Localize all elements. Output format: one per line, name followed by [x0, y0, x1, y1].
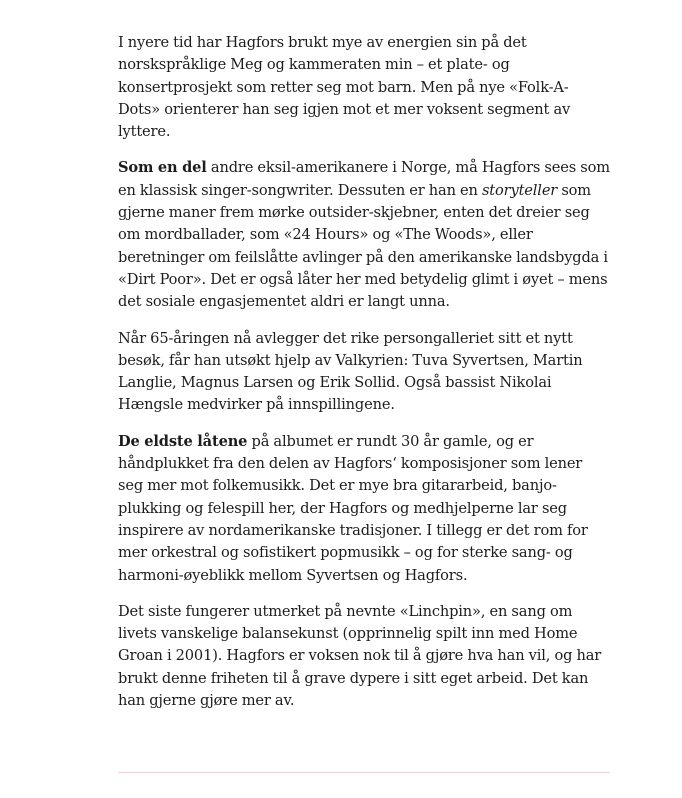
article-end-divider	[118, 772, 610, 773]
paragraph-lead: De eldste låtene	[118, 432, 248, 450]
paragraph-lead: Som en del	[118, 159, 207, 177]
article-body	[118, 32, 610, 726]
paragraph-4	[118, 431, 610, 587]
paragraph-1	[118, 32, 610, 143]
paragraph-text: på albumet er rundt 30 år gamle, og er håndplukket fra den delen av Hagfors‘ komposisjoner som lener seg mer mot folkemusikk. Det er mye bra gitararbeid, banjo-plukking og felespill her, der Hagfors og medhjelperne lar seg inspirere av nordamerikanske tradisjoner. I tillegg er det rom for mer orkestral og sofistikert popmusikk – og for sterke sang- og harmoni-øyeblikk mellom Syvertsen og Hagfors.	[118, 432, 588, 584]
paragraph-text: Det siste fungerer utmerket på nevnte «Linchpin», en sang om livets vanskelige balansekunst (opprinnelig spilt inn med Home Groan i 2001). Hagfors er voksen nok til å gjøre hva han vil, og har brukt denne friheten til å grave dypere i sitt eget arbeid. Det kan han gjerne gjøre mer av.	[118, 602, 602, 710]
paragraph-2	[118, 157, 610, 313]
paragraph-text: som gjerne maner frem mørke outsider-skjebner, enten det dreier seg om mordballader, som «24 Hours» og «The Woods», eller beretninger om feilslåtte avlinger på den amerikanske landsbygda i «Dirt Poor». Det er også låter her med betydelig glimt i øyet – mens det sosiale engasjementet aldri er langt unna.	[118, 181, 608, 311]
paragraph-emphasis: storyteller	[481, 181, 558, 199]
paragraph-3	[118, 328, 610, 417]
paragraph-text: I nyere tid har Hagfors brukt mye av energien sin på det norskspråklige Meg og kammeraten min – et plate- og konsertprosjekt som retter seg mot barn. Men på nye «Folk-A-Dots» orienterer han seg igjen mot et mer voksent segment av lyttere.	[118, 34, 571, 141]
paragraph-text: andre eksil-amerikanere i Norge, må Hagfors sees som en klassisk singer-songwriter. Dessuten er han en	[118, 159, 610, 199]
paragraph-5	[118, 601, 610, 712]
paragraph-text: Når 65-åringen nå avlegger det rike persongalleriet sitt et nytt besøk, får han utsøkt hjelp av Valkyrien: Tuva Syvertsen, Martin Langlie, Magnus Larsen og Erik Sollid. Også bassist Nikolai Hængsle medvirker på innspillingene.	[118, 329, 583, 414]
